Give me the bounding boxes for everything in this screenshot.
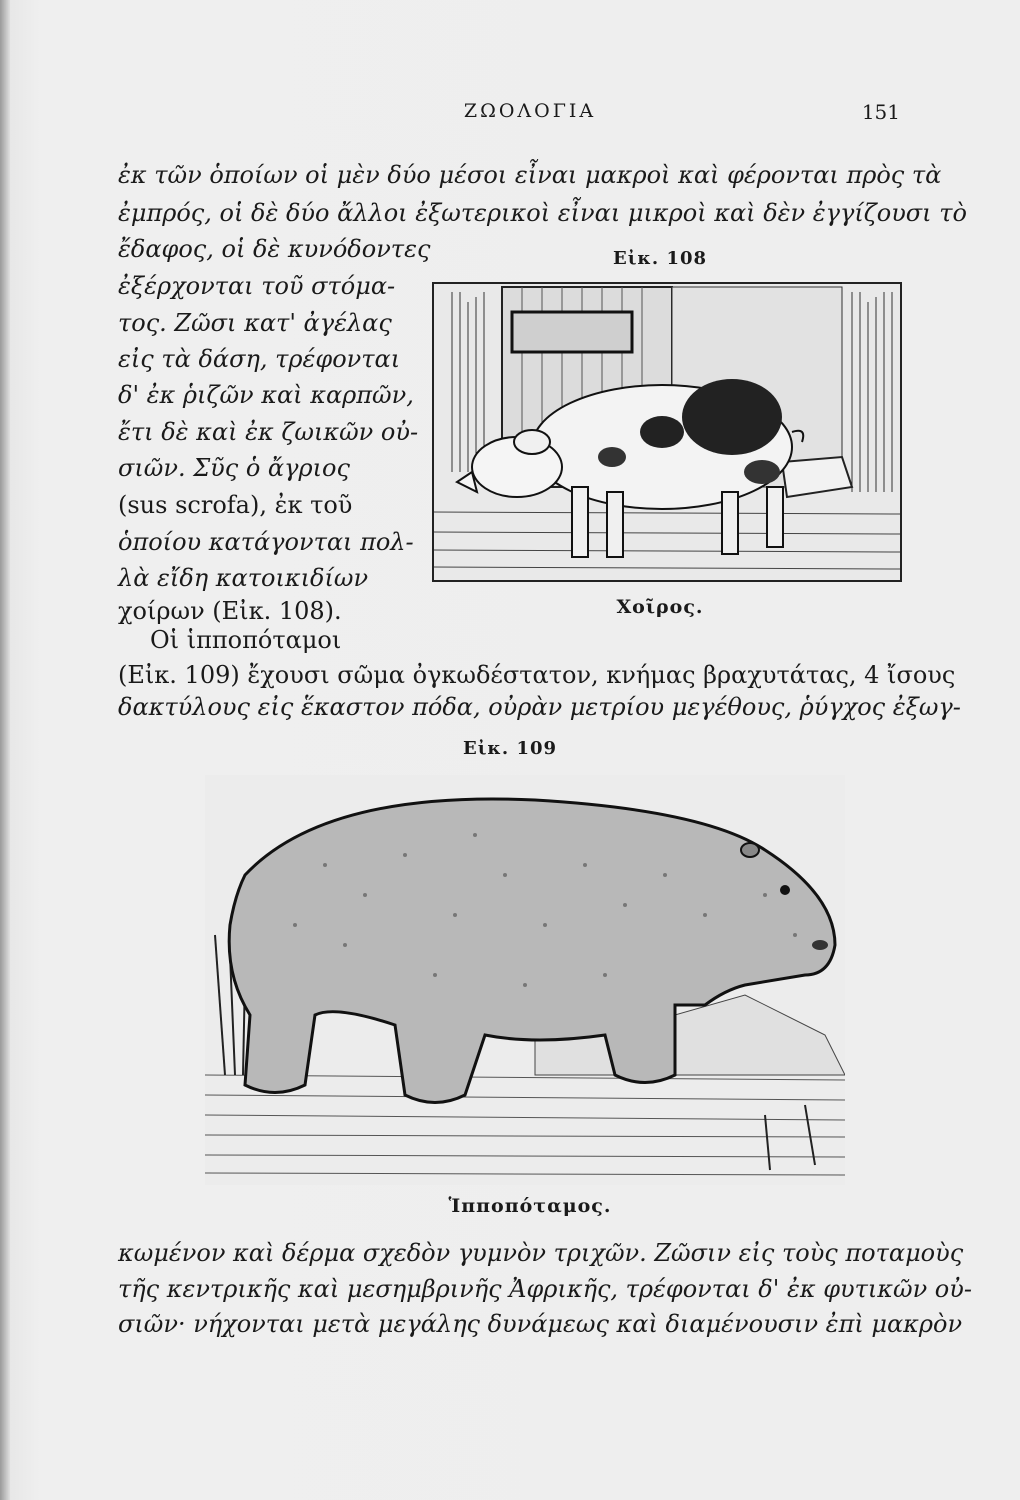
text-line: ἐμπρός, οἱ δὲ δύο ἄλλοι ἐξωτερικοὶ εἶναι μικροὶ καὶ δὲν ἐγγίζουσι τὸ: [118, 199, 967, 227]
figure-108-caption: Χοῖρος.: [616, 596, 704, 618]
text-line: σιῶν· νήχονται μετὰ μεγάλης δυνάμεως καὶ διαμένουσιν ἐπὶ μακρὸν: [118, 1310, 963, 1338]
text-line: (Εἰκ. 109) ἔχουσι σῶμα ὀγκωδέστατον, κνήμας βραχυτάτας, 4 ἴσους: [118, 661, 956, 689]
text-line: ἐξέρχονται τοῦ στόμα-: [118, 272, 396, 300]
text-line: κωμένον καὶ δέρμα σχεδὸν γυμνὸν τριχῶν. Ζῶσιν εἰς τοὺς ποταμοὺς: [118, 1239, 964, 1267]
figure-109-label: Εἰκ. 109: [462, 738, 558, 759]
text-line: σιῶν. Σῦς ὁ ἄγριος: [118, 454, 350, 482]
text-line: χοίρων (Εἰκ. 108).: [118, 597, 342, 625]
text-line: ἔτι δὲ καὶ ἐκ ζωικῶν οὐ-: [118, 418, 419, 446]
text-line: λὰ εἴδη κατοικιδίων: [118, 564, 369, 592]
text-line: ἐκ τῶν ὁποίων οἱ μὲν δύο μέσοι εἶναι μακροὶ καὶ φέρονται πρὸς τὰ: [118, 161, 942, 189]
text-line: (sus scrofa), ἐκ τοῦ: [118, 491, 353, 519]
text-line: δ' ἐκ ῥιζῶν καὶ καρπῶν,: [118, 381, 414, 409]
text-line: ἔδαφος, οἱ δὲ κυνόδοντες: [118, 235, 431, 263]
text-line: τος. Ζῶσι κατ' ἀγέλας: [118, 309, 392, 337]
page-number: 151: [861, 100, 900, 124]
text-line: εἰς τὰ δάση, τρέφονται: [118, 345, 401, 373]
text-line: Οἱ ἱπποπόταμοι: [150, 626, 342, 654]
text-line: ὁποίου κατάγονται πολ-: [118, 528, 414, 556]
running-header: ΖΩΟΛΟΓΙΑ: [463, 100, 597, 122]
figure-108-label: Εἰκ. 108: [612, 248, 708, 269]
text-line: τῆς κεντρικῆς καὶ μεσημβρινῆς Ἀφρικῆς, τρέφονται δ' ἐκ φυτικῶν οὐ-: [118, 1275, 972, 1303]
page-gutter-shadow: [0, 0, 10, 1500]
figure-109-caption: Ἱπποπόταμος.: [448, 1195, 612, 1217]
text-line: δακτύλους εἰς ἕκαστον πόδα, οὐρὰν μετρίου μεγέθους, ῥύγχος ἐξωγ-: [118, 693, 961, 721]
pig-illustration: [432, 282, 902, 582]
hippopotamus-illustration: [205, 775, 845, 1185]
